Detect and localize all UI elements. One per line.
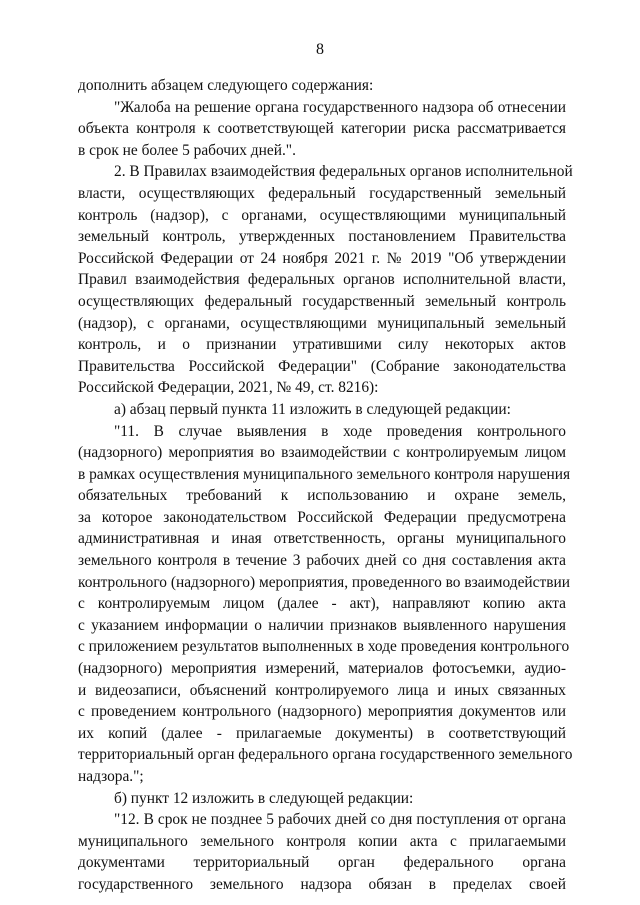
text-line: в срок не более 5 рабочих дней.". xyxy=(78,141,296,159)
text-line: 2. В Правилах взаимодействия федеральных органов исполнительной xyxy=(114,163,573,181)
text-line: б) пункт 12 изложить в следующей редакции: xyxy=(114,789,414,807)
text-line: в рамках осуществления муниципального земельного контроля нарушения xyxy=(78,465,571,483)
text-line: власти, осуществляющих федеральный государственный земельный xyxy=(78,184,566,202)
text-line: (надзор), с органами, осуществляющими муниципальный земельный xyxy=(78,314,566,332)
text-line: "Жалоба на решение органа государственного надзора об отнесении xyxy=(114,98,566,116)
text-line: государственного земельного надзора обязан в пределах своей xyxy=(78,875,566,893)
text-line: с указанием информации о наличии признаков выявленного нарушения xyxy=(78,616,566,634)
text-line: Правительства Российской Федерации" (Собрание законодательства xyxy=(78,357,566,375)
text-line: Российской Федерации, 2021, № 49, ст. 8216): xyxy=(78,379,379,397)
text-line: их копий (далее - прилагаемые документы) в соответствующий xyxy=(78,724,566,742)
text-line: административная и иная ответственность, органы муниципального xyxy=(78,530,566,548)
text-line: "12. В срок не позднее 5 рабочих дней со дня поступления от органа xyxy=(114,811,566,829)
text-line: "11. В случае выявления в ходе проведения контрольного xyxy=(114,422,566,440)
page-number: 8 xyxy=(316,41,324,58)
text-line: обязательных требований к использованию и охране земель, xyxy=(78,487,566,505)
text-line: за которое законодательством Российской Федерации предусмотрена xyxy=(78,508,566,526)
text-line: объекта контроля к соответствующей категории риска рассматривается xyxy=(78,120,566,138)
text-line: Российской Федерации от 24 ноября 2021 г. № 2019 "Об утверждении xyxy=(78,249,566,267)
text-line: (надзорного) мероприятия измерений, материалов фотосъемки, аудио- xyxy=(78,660,566,678)
text-line: с контролируемым лицом (далее - акт), направляют копию акта xyxy=(78,595,566,613)
text-line: с проведением контрольного (надзорного) мероприятия документов или xyxy=(78,703,566,721)
text-line: (надзорного) мероприятия во взаимодействии с контролируемым лицом xyxy=(78,444,566,462)
text-line: и видеозаписи, объяснений контролируемого лица и иных связанных xyxy=(78,681,566,699)
text-line: контроль, и о признании утратившими силу некоторых актов xyxy=(78,336,566,354)
text-line: контрольного (надзорного) мероприятия, проведенного во взаимодействии xyxy=(78,573,570,591)
document-body xyxy=(78,75,573,896)
text-line: документами территориальный орган федерального органа xyxy=(78,854,566,872)
text-line: территориальный орган федерального органа государственного земельного xyxy=(78,746,573,764)
text-line: муниципального земельного контроля копии акта с прилагаемыми xyxy=(78,832,566,850)
text-line: с приложением результатов выполненных в ходе проведения контрольного xyxy=(78,638,570,656)
text-line: надзора."; xyxy=(78,768,144,785)
text-line: Правил взаимодействия федеральных органов исполнительной власти, xyxy=(78,271,566,289)
text-line: земельного контроля в течение 3 рабочих дней со дня составления акта xyxy=(78,552,566,570)
text-line: осуществляющих федеральный государственный земельный контроль xyxy=(78,292,566,310)
text-line: земельный контроль, утвержденных постановлением Правительства xyxy=(78,228,566,246)
text-line: дополнить абзацем следующего содержания: xyxy=(78,77,374,94)
text-line: контроль (надзор), с органами, осуществляющими муниципальный xyxy=(78,206,566,224)
text-line: а) абзац первый пункта 11 изложить в следующей редакции: xyxy=(114,400,511,418)
